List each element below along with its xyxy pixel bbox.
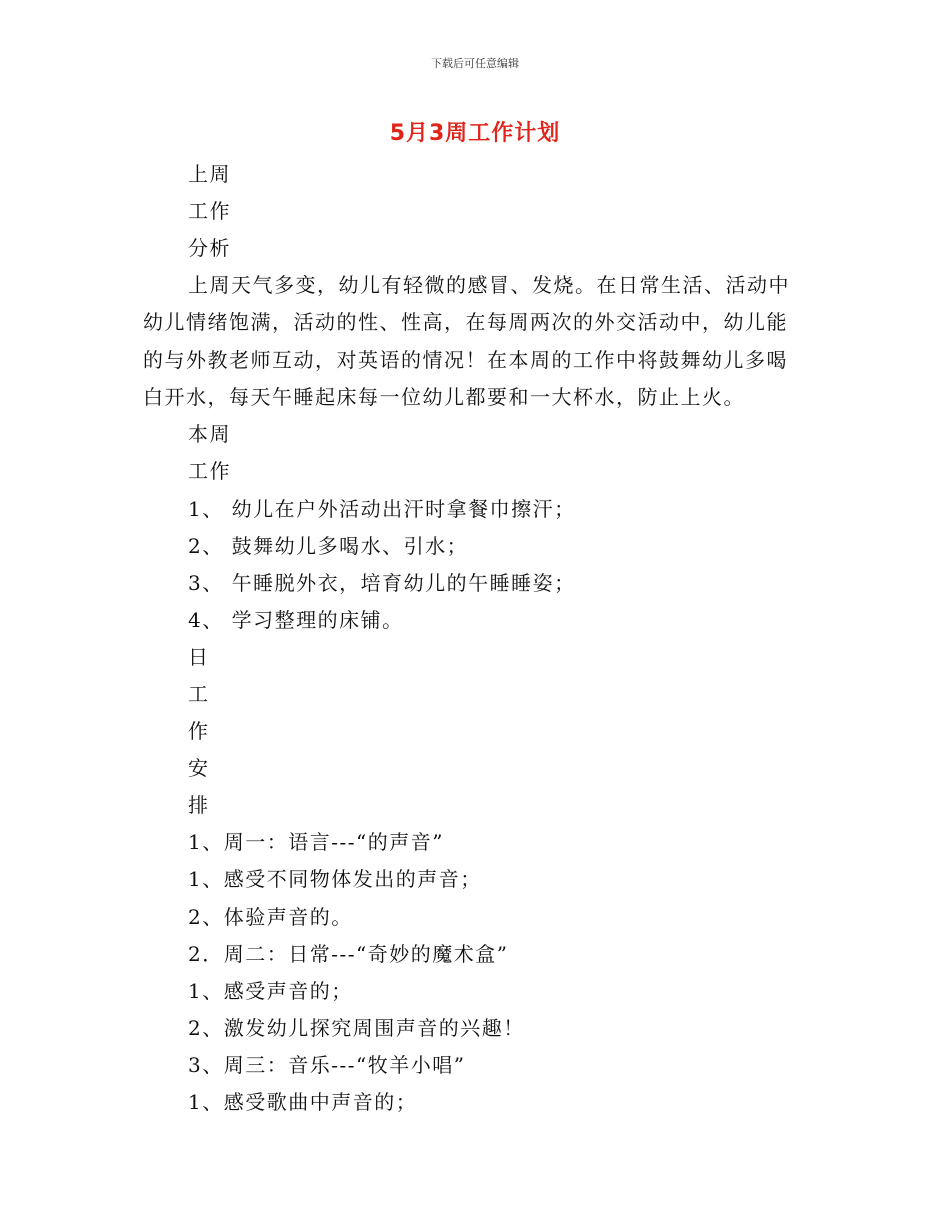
this-week-item: 2、 鼓舞幼儿多喝水、引水； xyxy=(188,534,469,558)
daily-item: 2．周二：日常---“奇妙的魔术盒” xyxy=(188,942,509,966)
daily-heading-char: 作 xyxy=(188,719,210,743)
this-week-item: 3、 午睡脱外衣，培育幼儿的午睡睡姿； xyxy=(188,571,576,595)
this-week-heading-line: 本周 xyxy=(188,422,231,446)
daily-heading-char: 安 xyxy=(188,756,210,780)
last-week-paragraph-line: 幼儿情绪饱满，活动的性、性高，在每周两次的外交活动中，幼儿能 xyxy=(143,310,788,334)
daily-item: 1、感受不同物体发出的声音； xyxy=(188,867,482,891)
daily-item: 3、周三：音乐---“牧羊小唱” xyxy=(188,1053,466,1077)
last-week-paragraph-line: 的与外教老师互动，对英语的情况！在本周的工作中将鼓舞幼儿多喝 xyxy=(143,348,788,372)
document-title: 5月3周工作计划 xyxy=(389,121,561,146)
daily-heading-char: 排 xyxy=(188,793,210,817)
daily-heading-char: 日 xyxy=(188,645,210,669)
last-week-heading-line: 分析 xyxy=(188,236,231,260)
daily-item: 1、周一：语言---“的声音” xyxy=(188,830,444,854)
this-week-item: 1、 幼儿在户外活动出汗时拿餐巾擦汗； xyxy=(188,497,576,521)
last-week-heading-line: 上周 xyxy=(188,162,231,186)
daily-item: 2、激发幼儿探究周围声音的兴趣！ xyxy=(188,1016,525,1040)
this-week-item: 4、 学习整理的床铺。 xyxy=(188,608,404,632)
last-week-heading-line: 工作 xyxy=(188,199,231,223)
this-week-heading-line: 工作 xyxy=(188,459,231,483)
daily-item: 2、体验声音的。 xyxy=(188,905,353,929)
daily-heading-char: 工 xyxy=(188,682,210,706)
daily-item: 1、感受歌曲中声音的； xyxy=(188,1090,418,1114)
daily-item: 1、感受声音的； xyxy=(188,979,353,1003)
last-week-paragraph-line: 白开水，每天午睡起床每一位幼儿都要和一大杯水，防止上火。 xyxy=(143,385,745,409)
last-week-paragraph-line: 上周天气多变，幼儿有轻微的感冒、发烧。在日常生活、活动中 xyxy=(188,273,790,297)
header-note: 下载后可任意编辑 xyxy=(431,57,519,70)
